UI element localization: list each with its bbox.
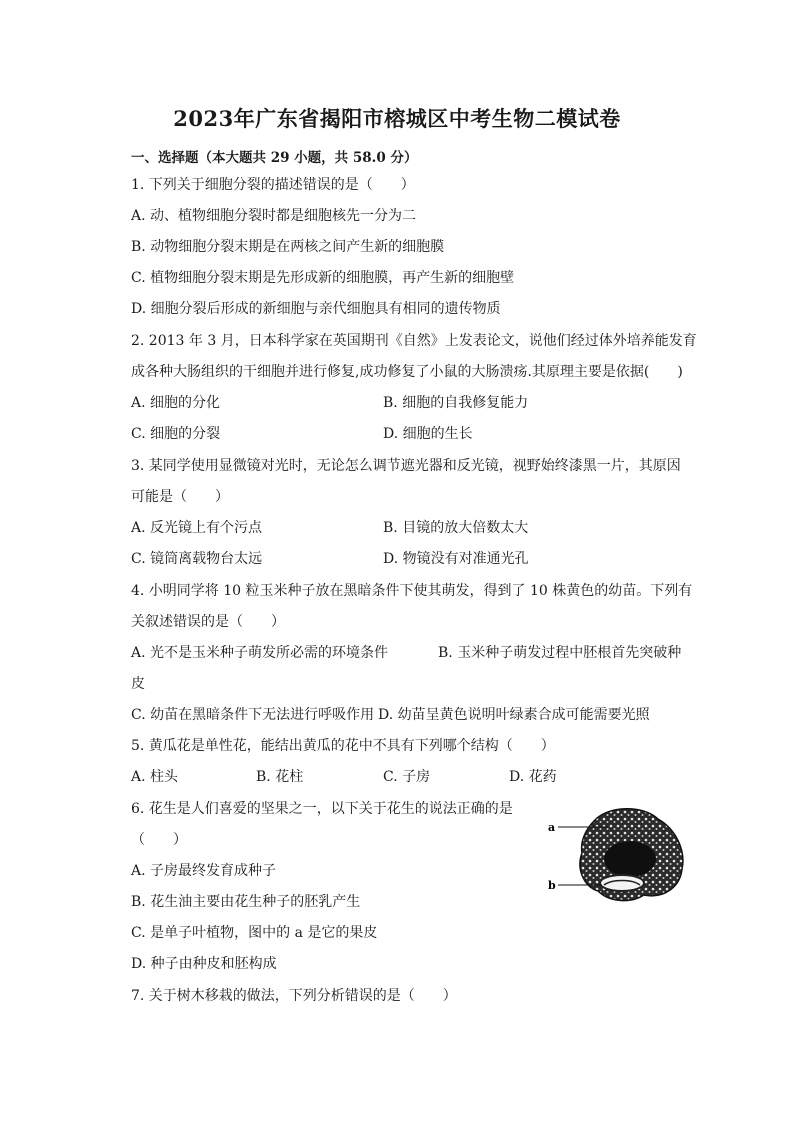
- q6-option-a: A. 子房最终发育成种子: [131, 863, 277, 879]
- figure-label-a: a: [548, 821, 556, 834]
- section-heading: 一、选择题（本大题共 29 小题，共 58.0 分）: [131, 150, 418, 166]
- q4-stem-line1: 4. 小明同学将 10 粒玉米种子放在黑暗条件下使其萌发，得到了 10 株黄色的幼苗。下列有: [131, 583, 693, 599]
- q5-option-c: C. 子房: [383, 769, 431, 785]
- q4-option-c: C. 幼苗在黑暗条件下无法进行呼吸作用: [131, 707, 375, 723]
- peanut-figure: [546, 803, 688, 907]
- q3-option-d: D. 物镜没有对准通光孔: [383, 551, 529, 567]
- q1-stem: 1. 下列关于细胞分裂的描述错误的是（ ）: [131, 177, 415, 193]
- q2-option-d: D. 细胞的生长: [383, 426, 473, 442]
- q5-stem: 5. 黄瓜花是单性花，能结出黄瓜的花中不具有下列哪个结构（ ）: [131, 738, 555, 754]
- q3-option-c: C. 镜筒离载物台太远: [131, 551, 263, 567]
- q1-option-c: C. 植物细胞分裂末期是先形成新的细胞膜，再产生新的细胞壁: [131, 270, 515, 286]
- q2-option-a: A. 细胞的分化: [131, 395, 221, 411]
- q4-option-b: B. 玉米种子萌发过程中胚根首先突破种: [438, 645, 682, 661]
- q4-option-a: A. 光不是玉米种子萌发所必需的环境条件: [131, 645, 389, 661]
- peanut-seed-shape: [604, 841, 656, 877]
- q4-option-b-wrap: 皮: [131, 676, 145, 692]
- q6-option-b: B. 花生油主要由花生种子的胚乳产生: [131, 894, 361, 910]
- q3-option-a: A. 反光镜上有个污点: [131, 520, 263, 536]
- q3-stem-line2: 可能是（ ）: [131, 489, 229, 505]
- q3-stem-line1: 3. 某同学使用显微镜对光时，无论怎么调节遮光器和反光镜，视野始终漆黑一片，其原因: [131, 458, 681, 474]
- q4-stem-line2: 关叙述错误的是（ ）: [131, 614, 285, 630]
- q6-stem-line1: 6. 花生是人们喜爱的坚果之一，以下关于花生的说法正确的是: [131, 801, 513, 817]
- q6-option-c: C. 是单子叶植物，图中的 a 是它的果皮: [131, 925, 378, 941]
- q2-stem-line2: 成各种大肠组织的干细胞并进行修复,成功修复了小鼠的大肠溃疡.其原理主要是依据( ): [131, 364, 683, 380]
- q6-stem-line2: （ ）: [131, 832, 187, 848]
- q6-option-d: D. 种子由种皮和胚构成: [131, 956, 277, 972]
- figure-label-b: b: [548, 879, 556, 892]
- q2-option-c: C. 细胞的分裂: [131, 426, 221, 442]
- q5-option-a: A. 柱头: [131, 769, 179, 785]
- q7-stem: 7. 关于树木移栽的做法，下列分析错误的是（ ）: [131, 988, 457, 1004]
- peanut-illustration: [546, 803, 688, 907]
- q2-option-b: B. 细胞的自我修复能力: [383, 395, 529, 411]
- q1-option-a: A. 动、植物细胞分裂时都是细胞核先一分为二: [131, 208, 417, 224]
- page-title: 2023年广东省揭阳市榕城区中考生物二模试卷: [173, 106, 621, 131]
- q4-option-d: D. 幼苗呈黄色说明叶绿素合成可能需要光照: [378, 707, 650, 723]
- q1-option-b: B. 动物细胞分裂末期是在两核之间产生新的细胞膜: [131, 239, 445, 255]
- q5-option-d: D. 花药: [509, 769, 557, 785]
- q1-option-d: D. 细胞分裂后形成的新细胞与亲代细胞具有相同的遗传物质: [131, 301, 501, 317]
- q2-stem-line1: 2. 2013 年 3 月，日本科学家在英国期刊《自然》上发表论文，说他们经过体外培养能发育: [131, 333, 697, 349]
- q5-option-b: B. 花柱: [256, 769, 304, 785]
- q3-option-b: B. 目镜的放大倍数太大: [383, 520, 529, 536]
